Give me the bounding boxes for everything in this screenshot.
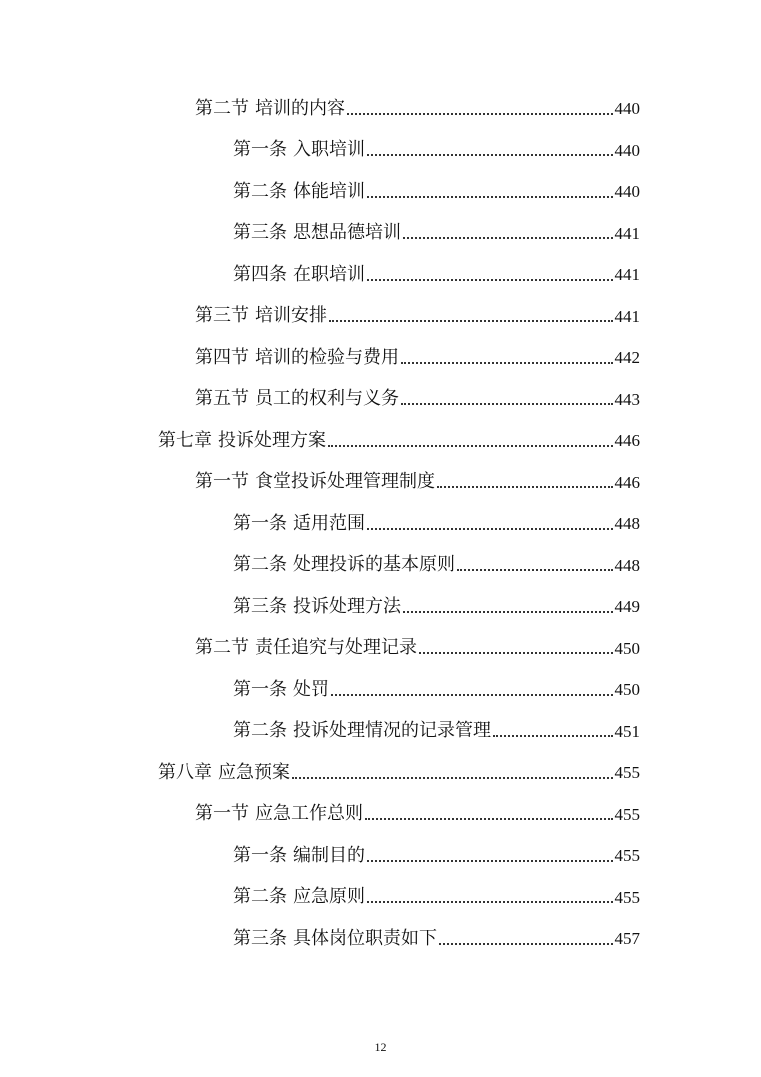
toc-entry-page: 455 <box>614 804 640 824</box>
toc-entry-text: 投诉处理方法 <box>293 595 401 617</box>
toc-entry-text: 员工的权利与义务 <box>255 388 399 410</box>
toc-entry-page: 455 <box>614 846 640 866</box>
toc-entry-title <box>195 473 435 491</box>
toc-entry-text: 应急原则 <box>293 886 365 908</box>
toc-entry-label: 第四条 <box>233 263 287 285</box>
dot-leader <box>419 652 613 654</box>
toc-entry[interactable] <box>0 462 761 504</box>
toc-entry-text: 编制目的 <box>293 844 365 866</box>
toc-entry[interactable] <box>0 628 761 670</box>
toc-entry-label: 第三条 <box>233 222 287 244</box>
toc-entry-title <box>195 97 345 119</box>
dot-leader <box>367 196 613 198</box>
dot-leader <box>347 113 613 115</box>
toc-entry[interactable] <box>0 586 761 628</box>
toc-entry-text: 投诉处理方案 <box>218 429 326 451</box>
toc-entry-label: 第二节 <box>195 637 249 659</box>
dot-leader <box>331 694 613 696</box>
toc-entry-title <box>233 512 365 534</box>
toc-entry-label: 第八章 <box>158 761 212 783</box>
toc-entry-title <box>195 639 417 657</box>
toc-entry[interactable] <box>0 213 761 255</box>
toc-entry-text: 在职培训 <box>293 263 365 285</box>
toc-entry[interactable] <box>0 296 761 338</box>
dot-leader <box>365 818 613 820</box>
toc-entry[interactable] <box>0 503 761 545</box>
toc-entry-label: 第二条 <box>233 720 287 742</box>
toc-entry-text: 处罚 <box>293 678 329 700</box>
toc-entry-page: 455 <box>614 887 640 907</box>
toc-entry-title <box>158 761 290 783</box>
toc-entry-title <box>233 927 437 949</box>
toc-entry-page: 440 <box>614 140 640 160</box>
toc-entry-label: 第二条 <box>233 554 287 576</box>
dot-leader <box>292 777 613 779</box>
toc-entry-title <box>233 224 401 242</box>
toc-entry-title <box>233 263 365 285</box>
toc-entry[interactable] <box>0 171 761 213</box>
toc-entry[interactable] <box>0 669 761 711</box>
toc-entry-page: 455 <box>614 763 640 783</box>
toc-entry-title <box>233 722 491 740</box>
toc-entry-label: 第一节 <box>195 471 249 493</box>
toc-entry[interactable] <box>0 752 761 794</box>
toc-entry-text: 培训的检验与费用 <box>255 346 399 368</box>
toc-entry-title <box>233 180 365 202</box>
toc-entry-title <box>195 346 399 368</box>
dot-leader <box>403 611 613 613</box>
toc-entry-text: 体能培训 <box>293 180 365 202</box>
toc-entry-title <box>233 844 365 866</box>
toc-entry-label: 第一节 <box>195 803 249 825</box>
toc-entry-text: 培训的内容 <box>255 97 345 119</box>
toc-entry[interactable] <box>0 835 761 877</box>
toc-entry-label: 第二节 <box>195 97 249 119</box>
toc-entry-title <box>233 141 365 159</box>
toc-entry-label: 第一条 <box>233 512 287 534</box>
toc-entry-page: 448 <box>614 514 640 534</box>
toc-entry-label: 第三条 <box>233 927 287 949</box>
dot-leader <box>401 403 613 405</box>
toc-entry-page: 451 <box>614 721 640 741</box>
toc-entry[interactable] <box>0 88 761 130</box>
toc-entry-label: 第二条 <box>233 886 287 908</box>
page-number: 12 <box>374 1040 387 1054</box>
toc-entry-label: 第七章 <box>158 429 212 451</box>
toc-entry-page: 441 <box>614 223 640 243</box>
toc-entry-title <box>233 556 455 574</box>
toc-entry-text: 应急工作总则 <box>255 803 363 825</box>
toc-entry-text: 食堂投诉处理管理制度 <box>255 471 435 493</box>
toc-entry-title <box>195 390 399 408</box>
toc-entry-page: 441 <box>614 306 640 326</box>
toc-entry-page: 450 <box>614 680 640 700</box>
toc-entry[interactable] <box>0 420 761 462</box>
toc-entry[interactable] <box>0 877 761 919</box>
toc-entry[interactable] <box>0 711 761 753</box>
toc-entry-label: 第一条 <box>233 678 287 700</box>
toc-entry-text: 处理投诉的基本原则 <box>293 554 455 576</box>
toc-entry-label: 第四节 <box>195 346 249 368</box>
toc-entry-page: 442 <box>614 348 640 368</box>
toc-entry[interactable] <box>0 379 761 421</box>
dot-leader <box>437 486 613 488</box>
dot-leader <box>367 860 613 862</box>
table-of-contents <box>0 88 761 960</box>
toc-entry-page: 457 <box>614 929 640 949</box>
toc-entry-text: 适用范围 <box>293 512 365 534</box>
toc-entry-text: 责任追究与处理记录 <box>255 637 417 659</box>
dot-leader <box>367 528 613 530</box>
dot-leader <box>457 569 613 571</box>
toc-entry-page: 446 <box>614 472 640 492</box>
toc-entry[interactable] <box>0 130 761 172</box>
toc-entry-title <box>233 888 365 906</box>
toc-entry-page: 440 <box>614 182 640 202</box>
toc-entry-page: 450 <box>614 638 640 658</box>
toc-entry-page: 446 <box>614 431 640 451</box>
toc-entry[interactable] <box>0 254 761 296</box>
toc-entry-page: 441 <box>614 265 640 285</box>
toc-entry-label: 第五节 <box>195 388 249 410</box>
dot-leader <box>439 943 613 945</box>
toc-entry-text: 培训安排 <box>255 305 327 327</box>
toc-entry-label: 第三条 <box>233 595 287 617</box>
toc-entry-title <box>233 678 329 700</box>
toc-entry[interactable] <box>0 337 761 379</box>
toc-entry-label: 第一条 <box>233 139 287 161</box>
toc-entry-text: 应急预案 <box>218 761 290 783</box>
toc-entry-title <box>158 429 326 451</box>
toc-entry-text: 投诉处理情况的记录管理 <box>293 720 491 742</box>
dot-leader <box>493 735 613 737</box>
toc-entry-label: 第三节 <box>195 305 249 327</box>
toc-entry[interactable] <box>0 794 761 836</box>
toc-entry-page: 448 <box>614 555 640 575</box>
toc-entry-text: 思想品德培训 <box>293 222 401 244</box>
toc-entry-title <box>233 595 401 617</box>
toc-entry[interactable] <box>0 918 761 960</box>
dot-leader <box>401 362 613 364</box>
dot-leader <box>367 901 613 903</box>
toc-entry-page: 449 <box>614 597 640 617</box>
dot-leader <box>367 154 613 156</box>
toc-entry-title <box>195 805 363 823</box>
toc-entry-page: 443 <box>614 389 640 409</box>
toc-entry-text: 入职培训 <box>293 139 365 161</box>
toc-entry[interactable] <box>0 545 761 587</box>
dot-leader <box>367 279 613 281</box>
toc-entry-label: 第二条 <box>233 180 287 202</box>
toc-entry-page: 440 <box>614 99 640 119</box>
dot-leader <box>328 445 613 447</box>
toc-entry-title <box>195 307 327 325</box>
toc-entry-text: 具体岗位职责如下 <box>293 927 437 949</box>
toc-entry-label: 第一条 <box>233 844 287 866</box>
dot-leader <box>403 237 613 239</box>
dot-leader <box>329 320 613 322</box>
